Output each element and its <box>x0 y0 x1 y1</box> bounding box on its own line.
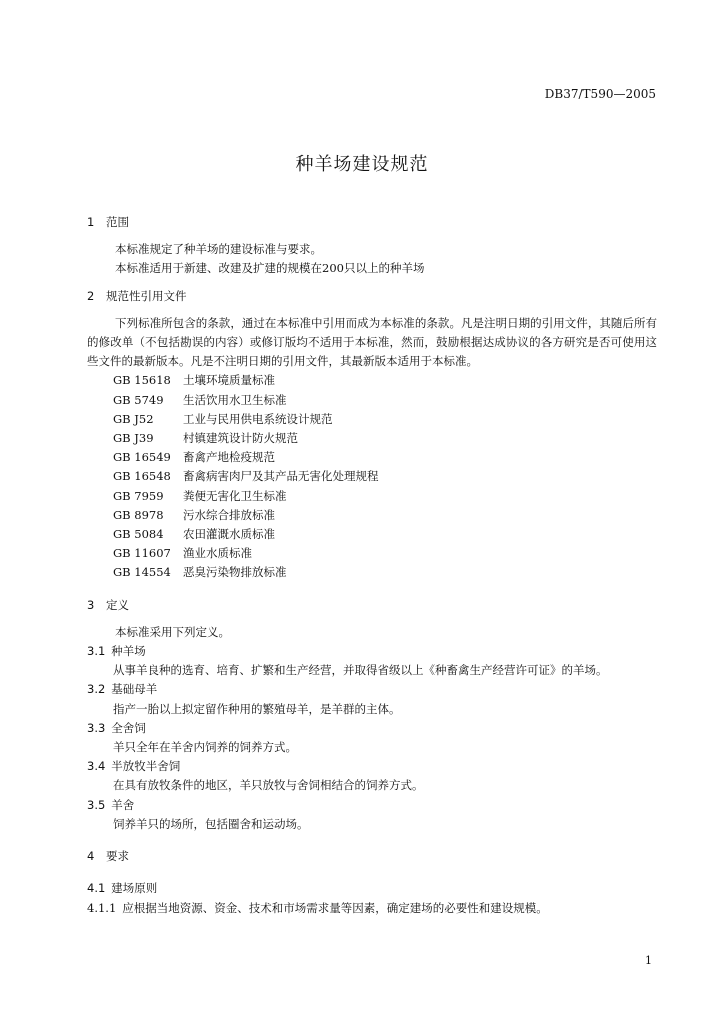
list-item <box>87 487 657 506</box>
reference-list <box>87 371 657 582</box>
reference-name: 生活饮用水卫生标准 <box>183 392 287 407</box>
list-item <box>87 448 657 467</box>
clause-item: 4.1.1 应根据当地资源、资金、技术和市场需求量等因素，确定建场的必要性和建设规模。 <box>87 900 548 915</box>
reference-code: GB 5084 <box>113 527 164 542</box>
page-number: 1 <box>645 954 652 967</box>
reference-name: 工业与民用供电系统设计规范 <box>183 411 333 426</box>
reference-name: 畜禽产地检疫规范 <box>183 450 275 465</box>
reference-code: GB J39 <box>113 431 154 446</box>
section-heading-references <box>87 287 657 306</box>
definition-term: 3.3 全舍饲 <box>87 720 146 735</box>
list-item <box>87 563 657 582</box>
reference-name: 粪便无害化卫生标准 <box>183 488 287 503</box>
section-heading-scope <box>87 213 657 232</box>
reference-code: GB 16549 <box>113 450 171 465</box>
section-number: 1 <box>87 215 95 229</box>
reference-name: 污水综合排放标准 <box>183 507 275 522</box>
section-number: 3 <box>87 597 95 612</box>
section-title: 范围 <box>106 215 129 229</box>
list-item <box>87 391 657 410</box>
list-item <box>87 467 657 486</box>
reference-code: GB 5749 <box>113 392 164 407</box>
section-number: 2 <box>87 288 95 303</box>
reference-name: 恶臭污染物排放标准 <box>183 565 287 580</box>
definition-text: 饲养羊只的场所，包括圈舍和运动场。 <box>113 816 309 831</box>
list-item <box>87 371 657 390</box>
reference-code: GB 8978 <box>113 507 164 522</box>
definition-term: 3.1 种羊场 <box>87 644 146 659</box>
section-title: 要求 <box>106 849 129 864</box>
section-title: 规范性引用文件 <box>106 288 187 303</box>
paragraph: 本标准采用下列定义。 <box>115 624 230 639</box>
reference-name: 渔业水质标准 <box>183 546 252 561</box>
list-item <box>87 506 657 525</box>
section-title: 定义 <box>106 597 129 612</box>
reference-name: 村镇建筑设计防火规范 <box>183 431 298 446</box>
definition-term: 3.4 半放牧半舍饲 <box>87 759 181 774</box>
definition-text: 指产一胎以上拟定留作种用的繁殖母羊，是羊群的主体。 <box>113 701 401 716</box>
reference-code: GB 14554 <box>113 565 171 580</box>
list-item <box>87 410 657 429</box>
paragraph: 本标准适用于新建、改建及扩建的规模在200只以上的种羊场 <box>115 261 425 276</box>
reference-name: 畜禽病害肉尸及其产品无害化处理规程 <box>183 469 379 484</box>
definition-text: 羊只全年在羊舍内饲养的饲养方式。 <box>113 740 297 755</box>
reference-name: 农田灌溉水质标准 <box>183 527 275 542</box>
reference-code: GB 16548 <box>113 469 171 484</box>
definition-term: 3.2 基础母羊 <box>87 682 158 697</box>
definition-term: 3.5 羊舍 <box>87 797 135 812</box>
subsection-heading: 4.1 建场原则 <box>87 881 158 896</box>
reference-code: GB J52 <box>113 411 154 426</box>
reference-name: 土壤环境质量标准 <box>183 373 275 388</box>
page-title: 种羊场建设规范 <box>295 154 429 175</box>
standard-code: DB37/T590—2005 <box>544 87 656 101</box>
paragraph: 下列标准所包含的条款，通过在本标准中引用而成为本标准的条款。凡是注明日期的引用文件，其随后所有的修改单（不包括勘误的内容）或修订版均不适用于本标准，然而，鼓励根据达成协议的各方研究是否可使用这些文件的最新版本。凡是不注明日期的引用文件，其最新版本适用于本标准。 <box>87 315 657 369</box>
list-item <box>87 544 657 563</box>
list-item <box>87 429 657 448</box>
reference-code: GB 7959 <box>113 488 164 503</box>
definition-text: 从事羊良种的选育、培育、扩繁和生产经营，并取得省级以上《种畜禽生产经营许可证》的羊场。 <box>113 663 608 678</box>
reference-code: GB 11607 <box>113 546 171 561</box>
paragraph: 本标准规定了种羊场的建设标准与要求。 <box>115 242 322 257</box>
reference-code: GB 15618 <box>113 373 171 388</box>
list-item <box>87 525 657 544</box>
definition-text: 在具有放牧条件的地区，羊只放牧与舍饲相结合的饲养方式。 <box>113 778 424 793</box>
section-number: 4 <box>87 849 95 864</box>
document-body <box>87 213 657 918</box>
section-heading-definitions <box>87 596 657 615</box>
section-heading-requirements <box>87 847 657 866</box>
